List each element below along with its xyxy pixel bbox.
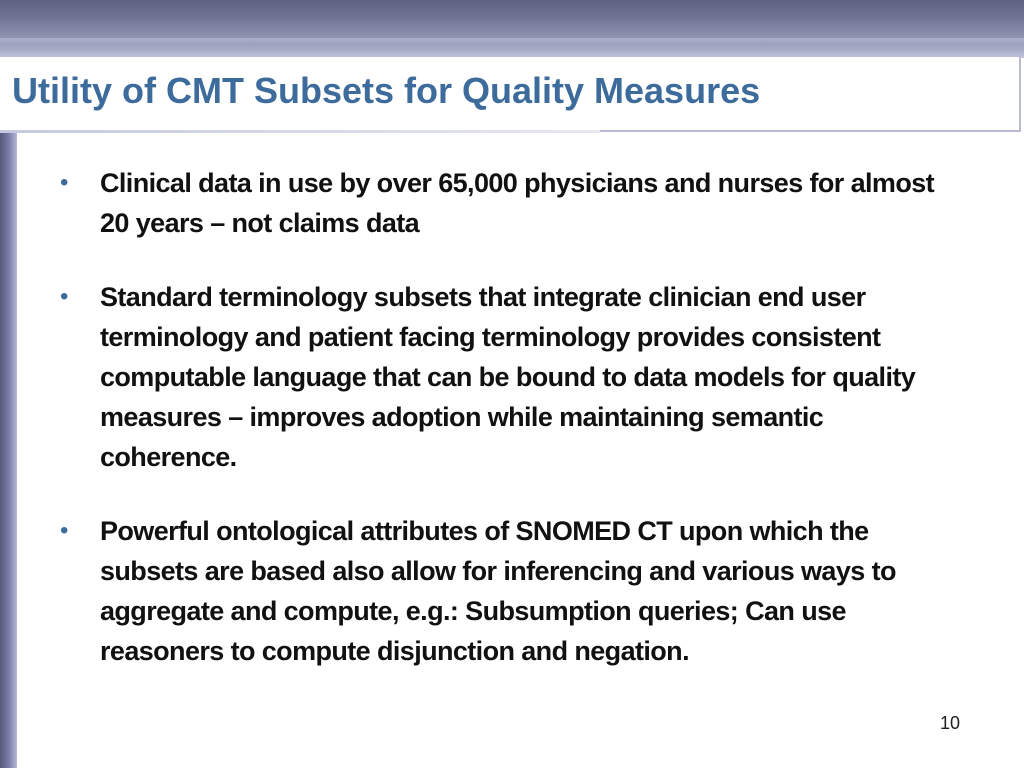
bullet-icon: •: [60, 517, 69, 544]
header-band: [0, 0, 1024, 58]
bullet-item-1: [55, 163, 960, 243]
header-stripe: [0, 38, 1024, 44]
page-number: 10: [940, 713, 961, 733]
bullet-icon: •: [60, 169, 69, 196]
bullet-item-2: [55, 277, 960, 477]
bullet-text: Powerful ontological attributes of SNOMED CT upon which the subsets are based also allow for inferencing and various ways to aggregate and compute, e.g.: Subsumption queries; Can use reasoners to compute disjunction and negation.: [100, 516, 896, 666]
bullet-item-3: [55, 511, 960, 671]
slide-title: Utility of CMT Subsets for Quality Measures: [12, 70, 761, 111]
bullet-text: Clinical data in use by over 65,000 physicians and nurses for almost 20 years – not claims data: [100, 168, 935, 238]
bullet-icon: •: [60, 283, 69, 310]
bullet-list: [55, 163, 960, 705]
title-underline: [0, 130, 600, 133]
left-sidebar-bar: [0, 58, 17, 768]
bullet-text: Standard terminology subsets that integrate clinician end user terminology and patient facing terminology provides consistent computable language that can be bound to data models for quality measures – improves adoption while maintaining semantic coherence.: [100, 282, 916, 472]
